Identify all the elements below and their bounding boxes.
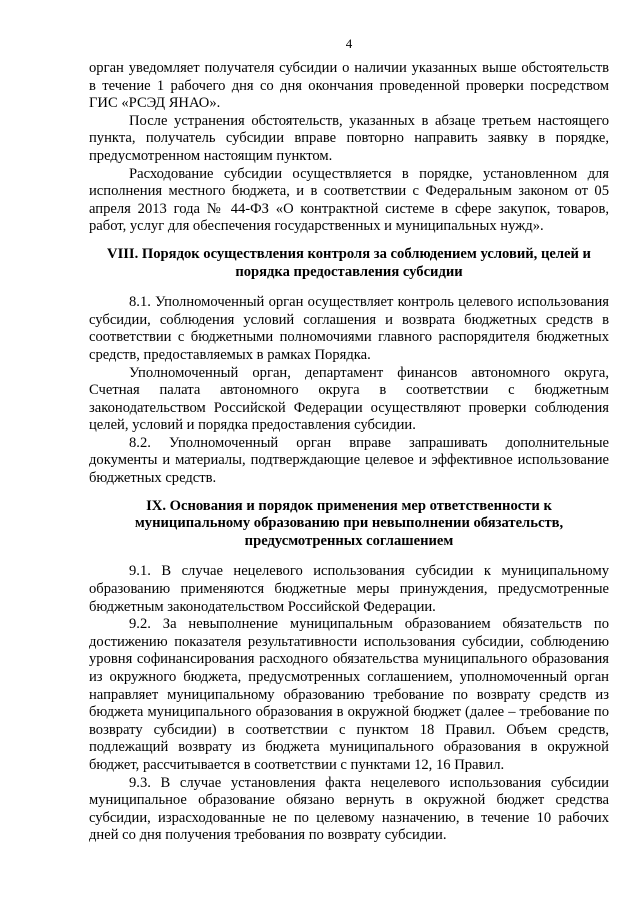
- paragraph: орган уведомляет получателя субсидии о наличии указанных выше обстоятельств в течение 1 рабочего дня со дня окончания проведенной проверки посредством ГИС «РСЭД ЯНАО».: [89, 60, 609, 112]
- section-heading-9: IX. Основания и порядок применения мер ответственности к муниципальному образованию при невыполнении обязательств, предусмотренных соглашением: [134, 497, 564, 549]
- page-number: 4: [345, 36, 353, 51]
- paragraph: 8.1. Уполномоченный орган осуществляет контроль целевого использования субсидии, соблюдения условий соглашения и возврата бюджетных средств в соответствии с бюджетными полномочиями главного распорядителя бюджетных средств, предоставляемых в рамках Порядка.: [89, 294, 609, 363]
- paragraph: 9.3. В случае установления факта нецелевого использования субсидии муниципальное образование обязано вернуть в окружной бюджет средства субсидии, израсходованные не по целевому назначению, в течение 10 рабочих дней со дня получения требования по возврату субсидии.: [89, 774, 609, 844]
- paragraph: Расходование субсидии осуществляется в порядке, установленном для исполнения местного бюджета, и в соответствии с Федеральным законом от 05 апреля 2013 года № 44-ФЗ «О контрактной системе в сфере закупок, товаров, работ, услуг для обеспечения государственных и муниципальных нужд».: [89, 165, 609, 235]
- section-heading-8: VIII. Порядок осуществления контроля за соблюдением условий, целей и порядка предоставления субсидии: [107, 245, 591, 280]
- paragraph: 9.2. За невыполнение муниципальным образованием обязательств по достижению показателя результативности использования субсидии, соблюдению уровня софинансирования расходного обязательства муниципального образования из окружного бюджета, предусмотренных соглашением, уполномоченный орган направляет муниципальному образованию требование по возврату средств из бюджета муниципального образования в окружной бюджет (далее – требование по возврату субсидии) в соответствии с пунктом 18 Правил. Объем средств, подлежащий возврату из бюджета муниципального образования в окружной бюджет, рассчитывается в соответствии с пунктами 12, 16 Правил.: [89, 616, 609, 773]
- paragraph: 8.2. Уполномоченный орган вправе запрашивать дополнительные документы и материалы, подтверждающие целевое и эффективное использование бюджетных средств.: [89, 434, 609, 487]
- paragraph: Уполномоченный орган, департамент финансов автономного округа, Счетная палата автономного округа в соответствии с бюджетным законодательством Российской Федерации осуществляют проверки соблюдения целей, условий и порядка предоставления субсидии.: [89, 364, 609, 434]
- paragraph: После устранения обстоятельств, указанных в абзаце третьем настоящего пункта, получатель субсидии вправе повторно направить заявку в порядке, предусмотренном настоящим пунктом.: [89, 112, 609, 164]
- paragraph: 9.1. В случае нецелевого использования субсидии к муниципальному образованию применяются бюджетные меры принуждения, предусмотренные бюджетным законодательством Российской Федерации.: [89, 563, 609, 615]
